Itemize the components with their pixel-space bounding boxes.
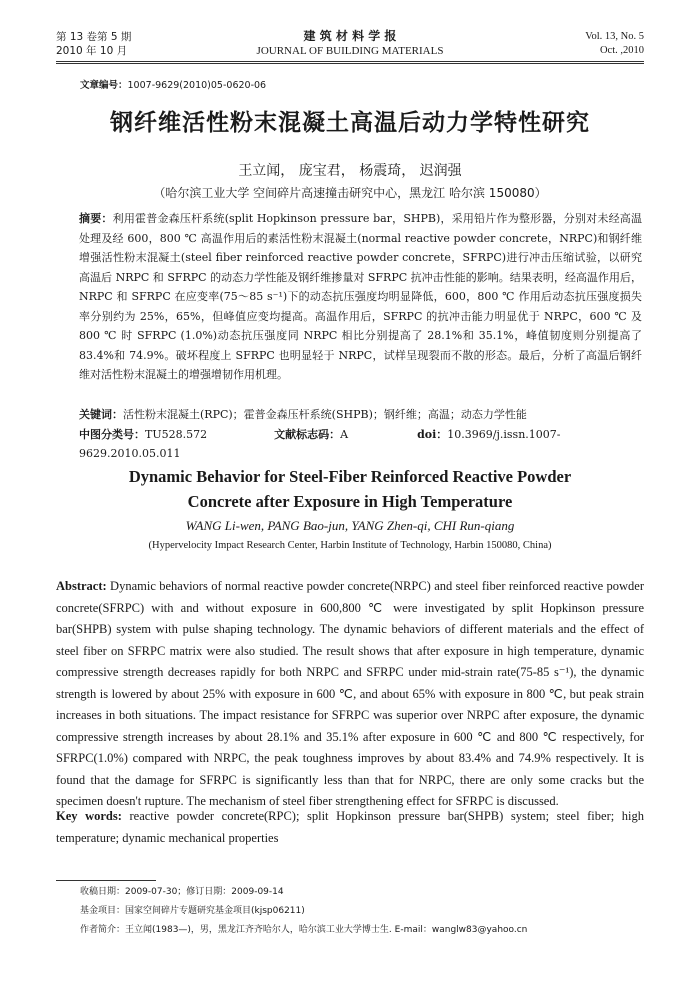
page-title-en-line2: Concrete after Exposure in High Temperature [187, 492, 513, 511]
keywords-cn [79, 405, 642, 425]
abstract-cn-label: 摘要： [79, 212, 113, 225]
keywords-cn-label: 关键词： [79, 408, 123, 421]
article-number-value: 1007-9629(2010)05-0620-06 [127, 80, 267, 91]
header-journal-cn: 建 筑 材 料 学 报 [303, 29, 397, 43]
footnote-received: 收稿日期：2009-07-30；修订日期：2009-09-14 [80, 887, 284, 897]
clc-label: 中图分类号： [79, 428, 145, 441]
article-number [80, 77, 266, 91]
abstract-en-text: Dynamic behaviors of normal reactive powder concrete(NRPC) and steel fiber reinforced reactive powder concrete(SFRPC) with and without exposure in 600,800 ℃ were investigated by split Hopkinson pressure bar(SHPB) system with pulse shaping technology. The dynamic behaviors of different materials and the effect of steel fiber on SFRPC matrix were also studied. The result shows that after exposure in high temperature, dynamic compressive strength decreases rapidly for both NRPC and SFRPC under mid-strain rate(75-85 s⁻¹), the dynamic strength is lowered by about 25% with exposure in 600 ℃, and about 65% with exposure in 800 ℃, but peak strain increases in both situations. The impact resistance for SFRPC was superior over NRPC after exposure, the dynamic compressive strength increases by about 28.1% and 35.1% after exposure in 600 ℃ and 800 ℃ respectively, for SFRPC(1.0%) compared with NRPC, the peak toughness improves by about 83.4% and 74.9% respectively. It is found that the damage for SFRPC is significantly less than that for NRPC, there are only some cracks but the specimen doesn't rupture. The mechanism of steel fiber strengthening effect for SFRPC is discussed. [56, 579, 644, 808]
affiliation-cn: （哈尔滨工业大学 空间碎片高速撞击研究中心，黑龙江 哈尔滨 150080） [153, 186, 547, 200]
keywords-en-label: Key words: [56, 809, 122, 823]
doc-code-label: 文献标志码： [274, 428, 341, 441]
header-rule-thin [56, 63, 644, 64]
footnote-author-bio: 作者简介：王立闻(1983—)，男，黑龙江齐齐哈尔人，哈尔滨工业大学博士生. E-mail：wanglw83@yahoo.cn [80, 925, 528, 935]
doi-value: 10.3969/j.issn.1007-9629.2010.05.011 [79, 428, 561, 460]
doi-label: doi： [417, 428, 448, 441]
affiliation-en: (Hypervelocity Impact Research Center, Harbin Institute of Technology, Harbin 150080, China) [148, 540, 552, 551]
keywords-en-text: reactive powder concrete(RPC); split Hopkinson pressure bar(SHPB) system; steel fiber; high temperature; dynamic mechanical properties [56, 809, 644, 845]
header-volume-issue: 第 13 卷第 5 期 [56, 31, 132, 43]
header-rule [56, 61, 644, 62]
authors-cn: 王立闻， 庞宝君， 杨震琦， 迟润强 [238, 163, 462, 179]
header-vol-en: Vol. 13, No. 5 [585, 31, 644, 42]
header-date-en: Oct. ,2010 [599, 45, 644, 56]
footnote-rule [56, 880, 156, 881]
header-journal-en: JOURNAL OF BUILDING MATERIALS [256, 45, 444, 57]
abstract-en-label: Abstract: [56, 579, 107, 593]
abstract-cn [79, 209, 642, 385]
footnote-fund: 基金项目：国家空间碎片专题研究基金项目(kjsp06211) [80, 906, 305, 916]
abstract-cn-text: 利用霍普金森压杆系统(split Hopkinson pressure bar，SHPB)，采用铅片作为整形器，分别对未经高温处理及经 600，800 ℃ 高温作用后的素活性粉末混凝土(normal reactive powder concrete，NRPC)和钢纤维增强活性粉末混凝土(steel fiber reinforced reactive powder concrete，SFRPC)进行冲击压缩试验，以研究高温后 NRPC 和 SFRPC 的动态力学性能及钢纤维掺量对 SFRPC 抗冲击性能的影响。结果表明，经高温作用后，NRPC 和 SFRPC 在应变率(75～85 s⁻¹)下的动态抗压强度均明显降低，600，800 ℃ 作用后动态抗压强度损失率分别约为 25%，65%，但峰值应变均提高。高温作用后，SFRPC 的抗冲击能力明显优于 NRPC，600 ℃ 及 800 ℃ 时 SFRPC (1.0%)动态抗压强度同 NRPC 相比分别提高了 28.1%和 35.1%，峰值韧度则分别提高了 83.4%和 74.9%。破坏程度上 SFRPC 也明显轻于 NRPC，试样呈现裂而不散的形态。最后，分析了高温后钢纤维对活性粉末混凝土的增强增韧作用机理。 [79, 212, 642, 381]
keywords-cn-text: 活性粉末混凝土(RPC)；霍普金森压杆系统(SHPB)；钢纤维；高温；动态力学性能 [123, 408, 527, 421]
authors-en: WANG Li-wen, PANG Bao-jun, YANG Zhen-qi, CHI Run-qiang [185, 518, 515, 533]
abstract-en [56, 576, 644, 813]
doc-code-value: A [340, 428, 349, 441]
classification-line [79, 425, 642, 463]
page-title-en-line1: Dynamic Behavior for Steel-Fiber Reinforced Reactive Powder [128, 467, 572, 486]
article-number-label: 文章编号： [80, 80, 128, 91]
keywords-en [56, 806, 644, 849]
clc-value: TU528.572 [145, 428, 208, 441]
page-title-cn: 钢纤维活性粉末混凝土高温后动力学特性研究 [110, 110, 590, 136]
header-date: 2010 年 10 月 [56, 45, 128, 57]
